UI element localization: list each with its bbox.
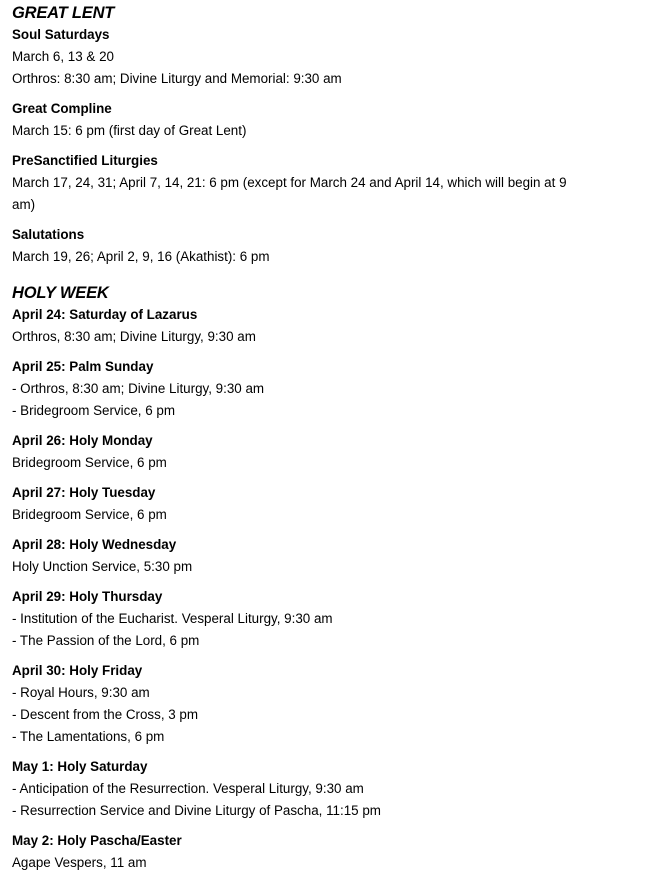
block-line: - Resurrection Service and Divine Liturgy of Pascha, 11:15 pm [12, 803, 381, 818]
block-line: - Anticipation of the Resurrection. Vesperal Liturgy, 9:30 am [12, 781, 364, 796]
holy-tuesday-block [12, 482, 648, 526]
block-line: - Descent from the Cross, 3 pm [12, 707, 199, 722]
block-title: May 1: Holy Saturday [12, 759, 148, 774]
block-title: April 27: Holy Tuesday [12, 485, 156, 500]
great-lent-section [12, 2, 648, 268]
block-title: April 24: Saturday of Lazarus [12, 307, 198, 322]
block-line: Orthros, 8:30 am; Divine Liturgy, 9:30 am [12, 329, 256, 344]
salutations-block [12, 224, 648, 268]
holy-friday-block [12, 660, 648, 748]
great-lent-heading: GREAT LENT [12, 4, 115, 22]
block-title: April 28: Holy Wednesday [12, 537, 177, 552]
block-title: PreSanctified Liturgies [12, 153, 158, 168]
holy-week-section [12, 282, 648, 874]
block-line: Bridegroom Service, 6 pm [12, 507, 167, 522]
block-line: Holy Unction Service, 5:30 pm [12, 559, 193, 574]
holy-monday-block [12, 430, 648, 474]
block-title: Soul Saturdays [12, 27, 110, 42]
block-line: March 15: 6 pm (first day of Great Lent) [12, 123, 247, 138]
block-title: May 2: Holy Pascha/Easter [12, 833, 182, 848]
block-line: - The Lamentations, 6 pm [12, 729, 165, 744]
great-compline-block [12, 98, 648, 142]
block-line: - Royal Hours, 9:30 am [12, 685, 150, 700]
block-line: March 19, 26; April 2, 9, 16 (Akathist): 6 pm [12, 249, 270, 264]
block-title: April 26: Holy Monday [12, 433, 153, 448]
presanctified-liturgies-block [12, 150, 648, 216]
lazarus-saturday-block [12, 304, 648, 348]
block-line: Agape Vespers, 11 am [12, 855, 147, 870]
block-line: - The Passion of the Lord, 6 pm [12, 633, 200, 648]
holy-week-heading: HOLY WEEK [12, 284, 109, 302]
block-line: - Bridegroom Service, 6 pm [12, 403, 175, 418]
block-title: April 30: Holy Friday [12, 663, 143, 678]
block-title: April 25: Palm Sunday [12, 359, 154, 374]
block-line: March 17, 24, 31; April 7, 14, 21: 6 pm (except for March 24 and April 14, which will begin at 9 [12, 175, 567, 190]
block-line: am) [12, 197, 36, 212]
holy-thursday-block [12, 586, 648, 652]
block-line: - Institution of the Eucharist. Vesperal Liturgy, 9:30 am [12, 611, 333, 626]
block-title: Great Compline [12, 101, 112, 116]
block-title: Salutations [12, 227, 85, 242]
pascha-block [12, 830, 648, 874]
holy-wednesday-block [12, 534, 648, 578]
block-line: - Orthros, 8:30 am; Divine Liturgy, 9:30 am [12, 381, 265, 396]
block-line: Bridegroom Service, 6 pm [12, 455, 167, 470]
block-line: Orthros: 8:30 am; Divine Liturgy and Memorial: 9:30 am [12, 71, 342, 86]
soul-saturdays-block [12, 24, 648, 90]
palm-sunday-block [12, 356, 648, 422]
block-line: March 6, 13 & 20 [12, 49, 114, 64]
holy-saturday-block [12, 756, 648, 822]
block-title: April 29: Holy Thursday [12, 589, 163, 604]
